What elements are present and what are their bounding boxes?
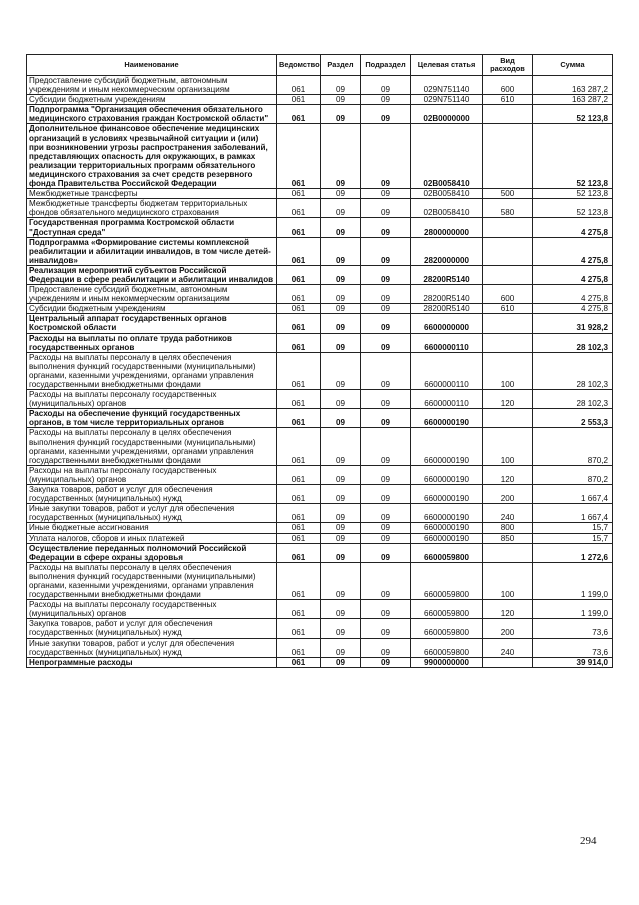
cell-vedomstvo: 061 — [277, 504, 321, 523]
cell-name: Межбюджетные трансферты — [27, 189, 277, 199]
cell-razdel: 09 — [321, 562, 361, 599]
table-row — [27, 504, 613, 523]
table-row — [27, 543, 613, 562]
table-row — [27, 285, 613, 304]
cell-name: Осуществление переданных полномочий Российской Федерации в сфере охраны здоровья — [27, 543, 277, 562]
cell-vedomstvo: 061 — [277, 124, 321, 189]
cell-celevaya: 02В0058410 — [411, 189, 483, 199]
cell-celevaya: 28200R5140 — [411, 304, 483, 314]
cell-celevaya: 6600000190 — [411, 409, 483, 428]
cell-celevaya: 6600000190 — [411, 533, 483, 543]
cell-name: Иные закупки товаров, работ и услуг для обеспечения государственных (муниципальных) нужд — [27, 504, 277, 523]
cell-razdel: 09 — [321, 504, 361, 523]
cell-vid — [483, 333, 533, 352]
cell-summa: 28 102,3 — [533, 333, 613, 352]
cell-razdel: 09 — [321, 619, 361, 638]
cell-vid: 120 — [483, 600, 533, 619]
cell-vid: 100 — [483, 428, 533, 465]
cell-celevaya: 6600000000 — [411, 314, 483, 333]
cell-summa: 28 102,3 — [533, 352, 613, 389]
cell-razdel: 09 — [321, 428, 361, 465]
cell-podrazdel: 09 — [361, 533, 411, 543]
cell-celevaya: 28200R5140 — [411, 265, 483, 284]
cell-vid — [483, 314, 533, 333]
cell-celevaya: 6600000110 — [411, 333, 483, 352]
cell-vid: 800 — [483, 523, 533, 533]
cell-vedomstvo: 061 — [277, 409, 321, 428]
cell-vedomstvo: 061 — [277, 95, 321, 105]
cell-vid: 610 — [483, 304, 533, 314]
cell-vid — [483, 237, 533, 265]
cell-summa: 52 123,8 — [533, 124, 613, 189]
table-row — [27, 638, 613, 657]
cell-podrazdel: 09 — [361, 562, 411, 599]
cell-summa: 15,7 — [533, 533, 613, 543]
cell-celevaya: 6600000190 — [411, 428, 483, 465]
cell-vedomstvo: 061 — [277, 638, 321, 657]
budget-table-sheet — [26, 54, 612, 668]
cell-vid — [483, 543, 533, 562]
table-body — [27, 76, 613, 668]
cell-name: Расходы на выплаты по оплате труда работников государственных органов — [27, 333, 277, 352]
cell-name: Расходы на выплаты персоналу государственных (муниципальных) органов — [27, 600, 277, 619]
cell-celevaya: 02В0000000 — [411, 105, 483, 124]
cell-vid: 100 — [483, 562, 533, 599]
cell-razdel: 09 — [321, 638, 361, 657]
cell-vedomstvo: 061 — [277, 523, 321, 533]
cell-podrazdel: 09 — [361, 189, 411, 199]
cell-celevaya: 6600000190 — [411, 465, 483, 484]
cell-vedomstvo: 061 — [277, 304, 321, 314]
cell-podrazdel: 09 — [361, 95, 411, 105]
cell-razdel: 09 — [321, 265, 361, 284]
cell-summa: 4 275,8 — [533, 265, 613, 284]
table-row — [27, 237, 613, 265]
table-row — [27, 352, 613, 389]
cell-summa: 4 275,8 — [533, 304, 613, 314]
table-row — [27, 333, 613, 352]
table-row — [27, 562, 613, 599]
cell-celevaya: 2800000000 — [411, 218, 483, 237]
table-row — [27, 390, 613, 409]
cell-celevaya: 6600000110 — [411, 390, 483, 409]
cell-name: Дополнительное финансовое обеспечение медицинских организаций в условиях чрезвычайной ситуации и (или) при возникновении угрозы распространения заболеваний, представляющих опасность для окружающих, в рамках реализации территориальных программ обязательного медицинского страхования за счет средств резервного фонда Правительства Российской Федерации — [27, 124, 277, 189]
cell-vedomstvo: 061 — [277, 314, 321, 333]
cell-razdel: 09 — [321, 657, 361, 667]
cell-vid: 500 — [483, 189, 533, 199]
cell-celevaya: 02В0058410 — [411, 199, 483, 218]
cell-summa: 1 272,6 — [533, 543, 613, 562]
cell-razdel: 09 — [321, 218, 361, 237]
cell-podrazdel: 09 — [361, 352, 411, 389]
cell-celevaya: 029N751140 — [411, 76, 483, 95]
cell-vid — [483, 265, 533, 284]
cell-vid — [483, 105, 533, 124]
cell-name: Межбюджетные трансферты бюджетам территориальных фондов обязательного медицинского страхования — [27, 199, 277, 218]
cell-summa: 1 667,4 — [533, 504, 613, 523]
cell-vid — [483, 218, 533, 237]
cell-summa: 39 914,0 — [533, 657, 613, 667]
cell-name: Подпрограмма «Формирование системы комплексной реабилитации и абилитации инвалидов, в том числе детей-инвалидов» — [27, 237, 277, 265]
cell-celevaya: 6600000190 — [411, 504, 483, 523]
cell-vedomstvo: 061 — [277, 657, 321, 667]
cell-vid: 120 — [483, 465, 533, 484]
cell-summa: 870,2 — [533, 465, 613, 484]
cell-vedomstvo: 061 — [277, 333, 321, 352]
header-name: Наименование — [27, 55, 277, 76]
cell-name: Расходы на обеспечение функций государственных органов, в том числе территориальных органов — [27, 409, 277, 428]
cell-podrazdel: 09 — [361, 218, 411, 237]
cell-summa: 73,6 — [533, 619, 613, 638]
cell-podrazdel: 09 — [361, 124, 411, 189]
cell-vedomstvo: 061 — [277, 218, 321, 237]
cell-podrazdel: 09 — [361, 314, 411, 333]
cell-vid: 120 — [483, 390, 533, 409]
cell-vedomstvo: 061 — [277, 600, 321, 619]
cell-razdel: 09 — [321, 105, 361, 124]
cell-razdel: 09 — [321, 124, 361, 189]
cell-vid: 600 — [483, 76, 533, 95]
cell-podrazdel: 09 — [361, 504, 411, 523]
cell-razdel: 09 — [321, 485, 361, 504]
cell-summa: 163 287,2 — [533, 95, 613, 105]
cell-razdel: 09 — [321, 333, 361, 352]
cell-celevaya: 6600000190 — [411, 523, 483, 533]
cell-celevaya: 6600059800 — [411, 638, 483, 657]
cell-name: Закупка товаров, работ и услуг для обеспечения государственных (муниципальных) нужд — [27, 619, 277, 638]
cell-vid: 200 — [483, 619, 533, 638]
cell-razdel: 09 — [321, 76, 361, 95]
cell-vedomstvo: 061 — [277, 619, 321, 638]
cell-celevaya: 02В0058410 — [411, 124, 483, 189]
budget-table — [26, 54, 613, 668]
cell-vedomstvo: 061 — [277, 352, 321, 389]
cell-podrazdel: 09 — [361, 333, 411, 352]
cell-vedomstvo: 061 — [277, 533, 321, 543]
table-row — [27, 95, 613, 105]
cell-razdel: 09 — [321, 352, 361, 389]
cell-podrazdel: 09 — [361, 428, 411, 465]
cell-name: Субсидии бюджетным учреждениям — [27, 95, 277, 105]
cell-vedomstvo: 061 — [277, 465, 321, 484]
cell-podrazdel: 09 — [361, 265, 411, 284]
table-row — [27, 199, 613, 218]
cell-name: Субсидии бюджетным учреждениям — [27, 304, 277, 314]
cell-vedomstvo: 061 — [277, 199, 321, 218]
cell-podrazdel: 09 — [361, 76, 411, 95]
cell-podrazdel: 09 — [361, 638, 411, 657]
cell-podrazdel: 09 — [361, 390, 411, 409]
cell-name: Подпрограмма "Организация обеспечения обязательного медицинского страхования граждан Костромской области" — [27, 105, 277, 124]
cell-summa: 1 199,0 — [533, 562, 613, 599]
cell-summa: 163 287,2 — [533, 76, 613, 95]
cell-razdel: 09 — [321, 189, 361, 199]
table-row — [27, 105, 613, 124]
cell-name: Реализация мероприятий субъектов Российской Федерации в сфере реабилитации и абилитации инвалидов — [27, 265, 277, 284]
cell-podrazdel: 09 — [361, 543, 411, 562]
cell-name: Закупка товаров, работ и услуг для обеспечения государственных (муниципальных) нужд — [27, 485, 277, 504]
cell-name: Расходы на выплаты персоналу государственных (муниципальных) органов — [27, 390, 277, 409]
cell-razdel: 09 — [321, 304, 361, 314]
cell-podrazdel: 09 — [361, 465, 411, 484]
cell-vid: 580 — [483, 199, 533, 218]
cell-razdel: 09 — [321, 523, 361, 533]
table-row — [27, 533, 613, 543]
header-celevaya: Целевая статья — [411, 55, 483, 76]
cell-podrazdel: 09 — [361, 409, 411, 428]
cell-podrazdel: 09 — [361, 600, 411, 619]
cell-podrazdel: 09 — [361, 485, 411, 504]
cell-summa: 52 123,8 — [533, 189, 613, 199]
cell-name: Иные бюджетные ассигнования — [27, 523, 277, 533]
cell-razdel: 09 — [321, 533, 361, 543]
cell-vedomstvo: 061 — [277, 265, 321, 284]
cell-name: Расходы на выплаты персоналу в целях обеспечения выполнения функций государственными (муниципальными) органами, казенными учреждениями, органами управления государственными внебюджетными фондами — [27, 352, 277, 389]
cell-vedomstvo: 061 — [277, 390, 321, 409]
cell-name: Расходы на выплаты персоналу государственных (муниципальных) органов — [27, 465, 277, 484]
header-razdel: Раздел — [321, 55, 361, 76]
cell-razdel: 09 — [321, 543, 361, 562]
cell-celevaya: 2820000000 — [411, 237, 483, 265]
cell-vedomstvo: 061 — [277, 428, 321, 465]
table-row — [27, 76, 613, 95]
header-summa: Сумма — [533, 55, 613, 76]
table-row — [27, 189, 613, 199]
cell-name: Расходы на выплаты персоналу в целях обеспечения выполнения функций государственными (муниципальными) органами, казенными учреждениями, органами управления государственными внебюджетными фондами — [27, 562, 277, 599]
cell-razdel: 09 — [321, 390, 361, 409]
cell-summa: 31 928,2 — [533, 314, 613, 333]
cell-podrazdel: 09 — [361, 105, 411, 124]
cell-summa: 2 553,3 — [533, 409, 613, 428]
cell-razdel: 09 — [321, 285, 361, 304]
cell-podrazdel: 09 — [361, 237, 411, 265]
table-row — [27, 314, 613, 333]
cell-vid: 600 — [483, 285, 533, 304]
cell-podrazdel: 09 — [361, 657, 411, 667]
cell-podrazdel: 09 — [361, 199, 411, 218]
cell-summa: 4 275,8 — [533, 285, 613, 304]
table-row — [27, 218, 613, 237]
header-podrazdel: Подраздел — [361, 55, 411, 76]
table-row — [27, 600, 613, 619]
table-row — [27, 428, 613, 465]
cell-vedomstvo: 061 — [277, 485, 321, 504]
table-row — [27, 465, 613, 484]
cell-summa: 52 123,8 — [533, 105, 613, 124]
cell-podrazdel: 09 — [361, 523, 411, 533]
cell-celevaya: 6600059800 — [411, 562, 483, 599]
cell-vid: 200 — [483, 485, 533, 504]
cell-vedomstvo: 061 — [277, 543, 321, 562]
cell-podrazdel: 09 — [361, 285, 411, 304]
cell-vid: 240 — [483, 638, 533, 657]
cell-name: Расходы на выплаты персоналу в целях обеспечения выполнения функций государственными (муниципальными) органами, казенными учреждениями, органами управления государственными внебюджетными фондами — [27, 428, 277, 465]
cell-razdel: 09 — [321, 199, 361, 218]
cell-vid: 850 — [483, 533, 533, 543]
cell-vid — [483, 124, 533, 189]
cell-name: Иные закупки товаров, работ и услуг для обеспечения государственных (муниципальных) нужд — [27, 638, 277, 657]
cell-razdel: 09 — [321, 465, 361, 484]
table-header-row — [27, 55, 613, 76]
cell-summa: 73,6 — [533, 638, 613, 657]
table-row — [27, 124, 613, 189]
table-row — [27, 657, 613, 667]
cell-vid: 610 — [483, 95, 533, 105]
table-row — [27, 265, 613, 284]
table-row — [27, 619, 613, 638]
cell-celevaya: 6600000190 — [411, 485, 483, 504]
cell-summa: 870,2 — [533, 428, 613, 465]
cell-summa: 15,7 — [533, 523, 613, 533]
cell-celevaya: 6600059800 — [411, 619, 483, 638]
cell-summa: 4 275,8 — [533, 237, 613, 265]
header-vid: Вид расходов — [483, 55, 533, 76]
cell-summa: 1 199,0 — [533, 600, 613, 619]
cell-podrazdel: 09 — [361, 304, 411, 314]
cell-celevaya: 6600000110 — [411, 352, 483, 389]
table-row — [27, 523, 613, 533]
cell-name: Предоставление субсидий бюджетным, автономным учреждениям и иным некоммерческим организациям — [27, 285, 277, 304]
cell-razdel: 09 — [321, 600, 361, 619]
cell-celevaya: 6600059800 — [411, 600, 483, 619]
cell-celevaya: 029N751140 — [411, 95, 483, 105]
cell-vid: 100 — [483, 352, 533, 389]
cell-vid — [483, 409, 533, 428]
cell-summa: 52 123,8 — [533, 199, 613, 218]
table-row — [27, 485, 613, 504]
cell-vedomstvo: 061 — [277, 105, 321, 124]
cell-name: Государственная программа Костромской области "Доступная среда" — [27, 218, 277, 237]
cell-summa: 4 275,8 — [533, 218, 613, 237]
cell-celevaya: 9900000000 — [411, 657, 483, 667]
cell-razdel: 09 — [321, 409, 361, 428]
cell-summa: 1 667,4 — [533, 485, 613, 504]
cell-razdel: 09 — [321, 237, 361, 265]
cell-vedomstvo: 061 — [277, 237, 321, 265]
cell-podrazdel: 09 — [361, 619, 411, 638]
header-vedomstvo: Ведомство — [277, 55, 321, 76]
cell-celevaya: 6600059800 — [411, 543, 483, 562]
cell-vedomstvo: 061 — [277, 189, 321, 199]
cell-name: Центральный аппарат государственных органов Костромской области — [27, 314, 277, 333]
page-number: 294 — [580, 835, 597, 847]
cell-razdel: 09 — [321, 314, 361, 333]
cell-name: Предоставление субсидий бюджетным, автономным учреждениям и иным некоммерческим организациям — [27, 76, 277, 95]
cell-razdel: 09 — [321, 95, 361, 105]
cell-vid — [483, 657, 533, 667]
cell-summa: 28 102,3 — [533, 390, 613, 409]
cell-vid: 240 — [483, 504, 533, 523]
cell-vedomstvo: 061 — [277, 562, 321, 599]
table-row — [27, 304, 613, 314]
cell-vedomstvo: 061 — [277, 285, 321, 304]
cell-celevaya: 28200R5140 — [411, 285, 483, 304]
table-row — [27, 409, 613, 428]
cell-vedomstvo: 061 — [277, 76, 321, 95]
cell-name: Непрограммные расходы — [27, 657, 277, 667]
cell-name: Уплата налогов, сборов и иных платежей — [27, 533, 277, 543]
